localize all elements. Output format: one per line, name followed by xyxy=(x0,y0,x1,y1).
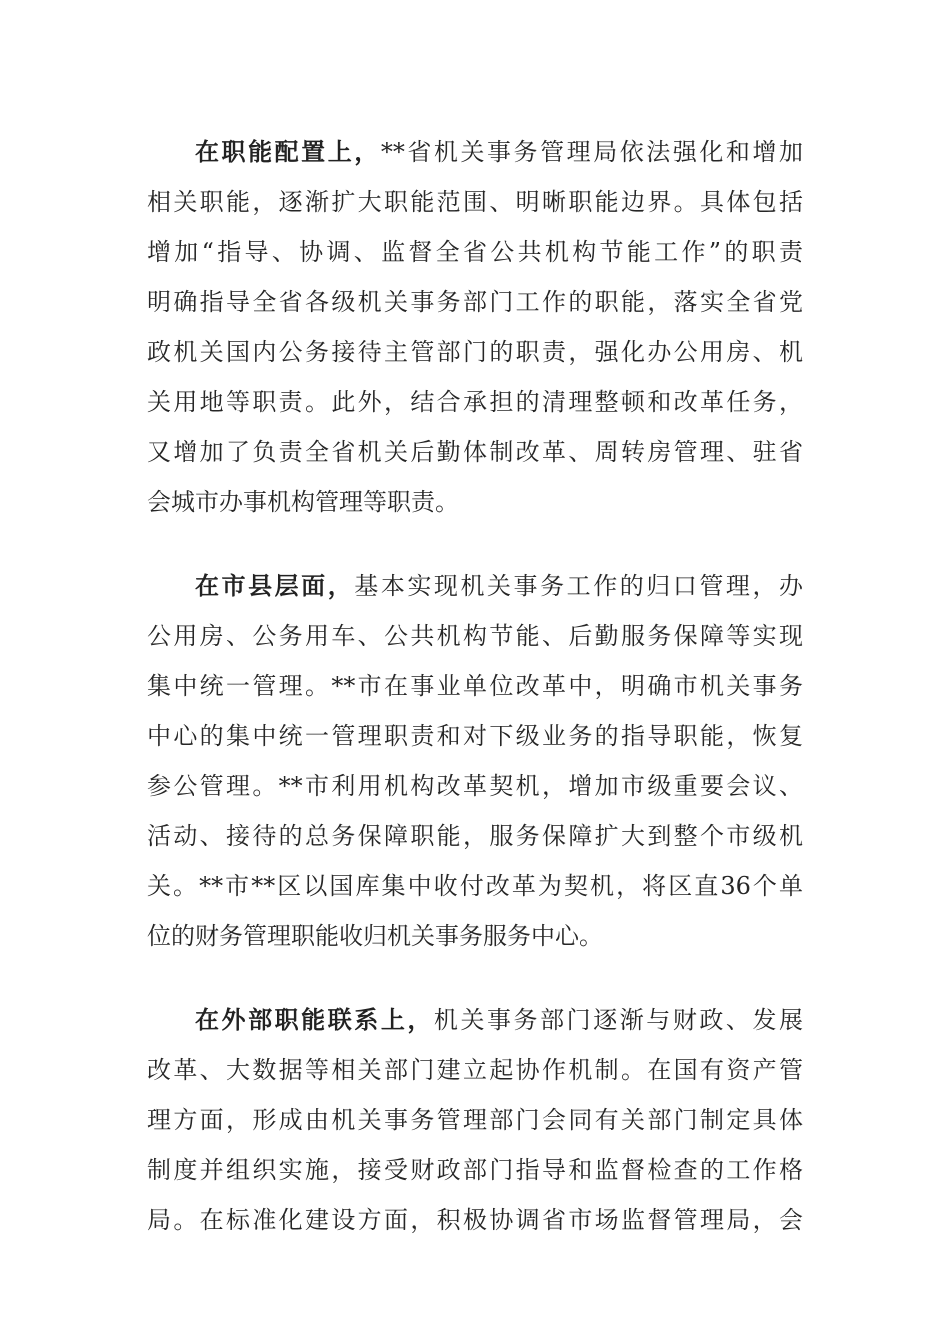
text-line xyxy=(147,995,803,1045)
text-line: 相关职能，逐渐扩大职能范围、明晰职能边界。具体包括 xyxy=(147,188,803,216)
document-page xyxy=(147,127,803,1245)
text-line: 活动、接待的总务保障职能，服务保障扩大到整个市级机 xyxy=(147,822,803,850)
text-line: 政机关国内公务接待主管部门的职责，强化办公用房、机 xyxy=(147,338,803,366)
text-line: 位的财务管理职能收归机关事务服务中心。 xyxy=(147,922,603,950)
text-line xyxy=(147,127,803,177)
text-line: 公用房、公务用车、公共机构节能、后勤服务保障等实现 xyxy=(147,622,803,650)
paragraph-spacer xyxy=(147,961,803,995)
text-line: 关用地等职责。此外，结合承担的清理整顿和改革任务， xyxy=(147,388,803,416)
line-text: **省机关事务管理局依法强化和增加 xyxy=(380,138,804,166)
text-line: 集中统一管理。**市在事业单位改革中，明确市机关事务 xyxy=(147,672,803,700)
text-line: 中心的集中统一管理职责和对下级业务的指导职能，恢复 xyxy=(147,722,803,750)
paragraph-lead: 在外部职能联系上， xyxy=(195,1006,434,1034)
text-line: 制度并组织实施，接受财政部门指导和监督检查的工作格 xyxy=(147,1156,803,1184)
text-line: 理方面，形成由机关事务管理部门会同有关部门制定具体 xyxy=(147,1106,803,1134)
text-line: 又增加了负责全省机关后勤体制改革、周转房管理、驻省 xyxy=(147,438,803,466)
text-line: 参公管理。**市利用机构改革契机，增加市级重要会议、 xyxy=(147,772,803,800)
text-line xyxy=(147,561,803,611)
paragraph-lead: 在市县层面， xyxy=(195,572,355,600)
text-line: 明确指导全省各级机关事务部门工作的职能，落实全省党 xyxy=(147,288,803,316)
paragraph-spacer xyxy=(147,527,803,561)
paragraph-function-config xyxy=(147,127,803,527)
text-line: 改革、大数据等相关部门建立起协作机制。在国有资产管 xyxy=(147,1056,803,1084)
text-line: 增加“指导、协调、监督全省公共机构节能工作”的职责 xyxy=(147,238,803,266)
line-text: 基本实现机关事务工作的归口管理，办 xyxy=(354,572,804,600)
paragraph-lead: 在职能配置上， xyxy=(195,138,381,166)
line-text: 机关事务部门逐渐与财政、发展 xyxy=(433,1006,804,1034)
text-line: 局。在标准化建设方面，积极协调省市场监督管理局，会 xyxy=(147,1206,803,1234)
paragraph-city-county xyxy=(147,561,803,961)
text-line: 关。**市**区以国库集中收付改革为契机，将区直36个单 xyxy=(147,872,803,900)
paragraph-external-links xyxy=(147,995,803,1245)
text-line: 会城市办事机构管理等职责。 xyxy=(147,488,459,516)
